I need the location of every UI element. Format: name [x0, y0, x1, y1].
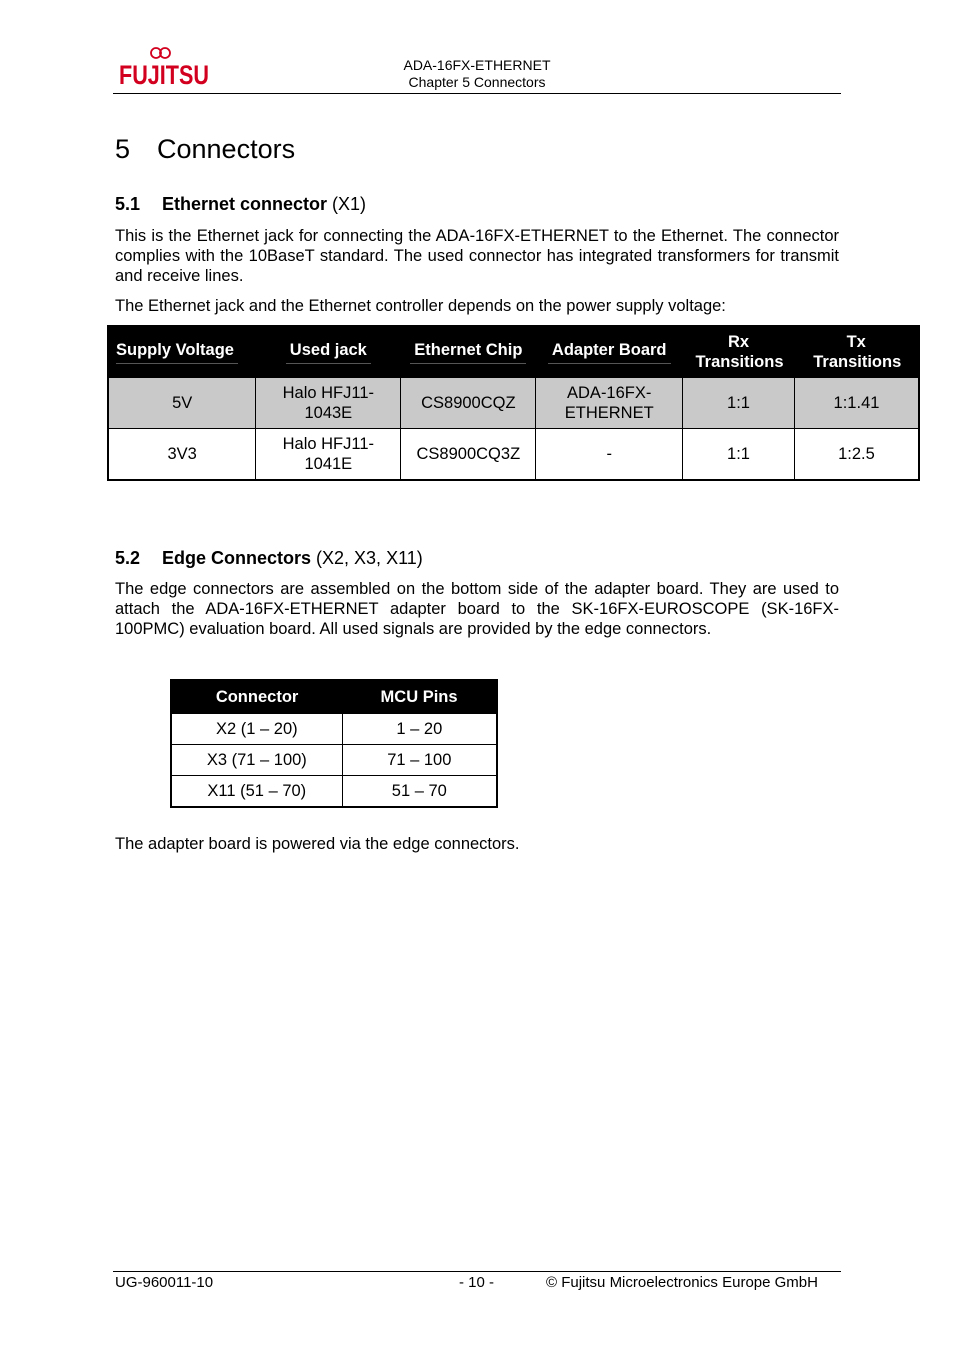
col-header-supply-voltage: Supply Voltage — [108, 326, 256, 378]
section-title-rest: (X1) — [327, 194, 367, 214]
cell-ethernet-chip: CS8900CQZ — [401, 378, 536, 429]
header-doc-title: ADA-16FX-ETHERNET — [403, 57, 551, 73]
table-row — [171, 776, 497, 808]
table-row — [171, 745, 497, 776]
cell-supply-voltage: 5V — [108, 378, 256, 429]
chapter-title: Connectors — [157, 134, 296, 164]
cell-used-jack: Halo HFJ11-1043E — [256, 378, 401, 429]
footer-doc-id: UG-960011-10 — [115, 1274, 214, 1291]
cell-tx-transitions: 1:2.5 — [794, 429, 919, 481]
table-row — [171, 714, 497, 745]
cell-mcu-pins: 71 – 100 — [342, 745, 497, 776]
section-5-1-paragraph-2: The Ethernet jack and the Ethernet controller depends on the power supply voltage: — [115, 297, 726, 315]
edge-connector-table — [170, 679, 498, 808]
section-number: 5.1 — [115, 194, 141, 214]
footer-copyright: © Fujitsu Microelectronics Europe GmbH — [546, 1274, 818, 1291]
table-row — [108, 378, 919, 429]
cell-connector: X3 (71 – 100) — [171, 745, 342, 776]
footer-rule — [113, 1271, 841, 1272]
section-title-rest: (X2, X3, X11) — [311, 548, 423, 568]
chapter-heading — [115, 133, 295, 165]
cell-tx-transitions: 1:1.41 — [794, 378, 919, 429]
section-number: 5.2 — [115, 548, 141, 568]
cell-adapter-board: ADA-16FX-ETHERNET — [536, 378, 683, 429]
header-chapter: Chapter 5 Connectors — [408, 74, 546, 90]
col-header-connector: Connector — [171, 680, 342, 714]
chapter-number: 5 — [115, 134, 131, 164]
cell-supply-voltage: 3V3 — [108, 429, 256, 481]
section-title-bold: Edge Connectors — [162, 548, 312, 568]
brand-wordmark: FUJITSU — [119, 60, 209, 90]
footer-page-number: - 10 - — [459, 1274, 495, 1291]
cell-connector: X2 (1 – 20) — [171, 714, 342, 745]
col-header-adapter-board: Adapter Board — [536, 326, 683, 378]
section-5-2-paragraph-2: The adapter board is powered via the edge connectors. — [115, 835, 520, 853]
col-header-rx-transitions: Rx Transitions — [683, 326, 795, 378]
section-heading-5-1 — [115, 193, 366, 215]
section-5-2-paragraph-1: The edge connectors are assembled on the bottom side of the adapter board. They are used to attach the ADA-16FX-ETHERNET adapter board to the SK-16FX-EUROSCOPE (SK-16FX-100PMC) evaluation board. All used signals are provided by the edge connectors. — [115, 580, 839, 638]
cell-rx-transitions: 1:1 — [683, 378, 795, 429]
col-header-tx-transitions: Tx Transitions — [794, 326, 919, 378]
ethernet-connector-table — [107, 325, 920, 481]
cell-ethernet-chip: CS8900CQ3Z — [401, 429, 536, 481]
table-row — [108, 429, 919, 481]
table-header-row — [108, 326, 919, 378]
cell-connector: X11 (51 – 70) — [171, 776, 342, 808]
cell-adapter-board: - — [536, 429, 683, 481]
col-header-used-jack: Used jack — [256, 326, 401, 378]
cell-rx-transitions: 1:1 — [683, 429, 795, 481]
col-header-mcu-pins: MCU Pins — [342, 680, 497, 714]
section-heading-5-2 — [115, 547, 423, 569]
cell-mcu-pins: 51 – 70 — [342, 776, 497, 808]
fujitsu-logo — [118, 44, 212, 92]
col-header-ethernet-chip: Ethernet Chip — [401, 326, 536, 378]
header-rule — [113, 93, 841, 94]
table-header-row — [171, 680, 497, 714]
cell-used-jack: Halo HFJ11-1041E — [256, 429, 401, 481]
cell-mcu-pins: 1 – 20 — [342, 714, 497, 745]
section-title-bold: Ethernet connector — [162, 194, 328, 214]
section-5-1-paragraph-1: This is the Ethernet jack for connecting the ADA-16FX-ETHERNET to the Ethernet. The connector complies with the 10BaseT standard. The used connector has integrated transformers for transmit and receive lines. — [115, 227, 839, 285]
